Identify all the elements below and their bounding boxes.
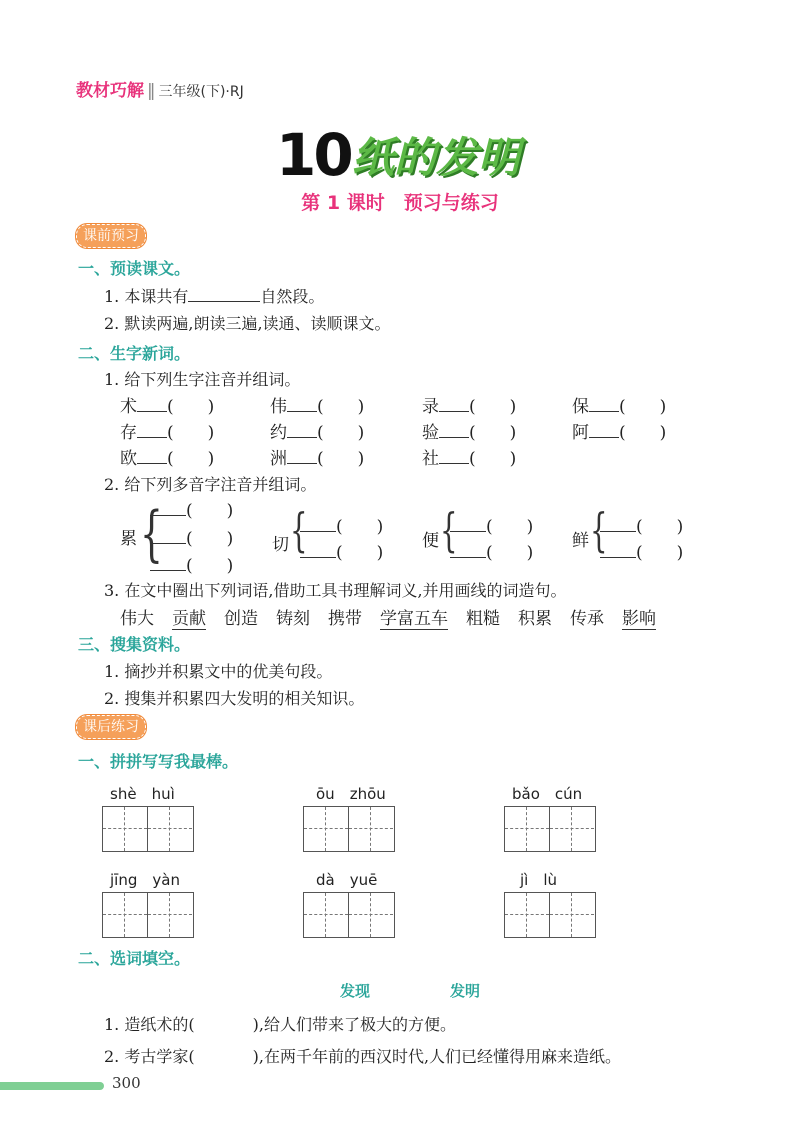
- answer-blank[interactable]: [137, 451, 167, 464]
- section-title: 一、预读课文。: [78, 259, 191, 278]
- poly-blank[interactable]: ( ): [600, 538, 683, 563]
- question-line: 2. 默读两遍,朗读三遍,读通、读顺课文。: [104, 314, 391, 333]
- pinyin-label: ōu zhōu: [316, 785, 386, 803]
- question-line: 2. 考古学家( ),在两千年前的西汉时代,人们已经懂得用麻来造纸。: [104, 1047, 622, 1066]
- writing-grid[interactable]: [504, 806, 596, 852]
- pinyin-label: dà yuē: [316, 871, 378, 889]
- char: 保: [572, 397, 589, 417]
- section-title: 三、搜集资料。: [78, 635, 191, 654]
- char-item: 阿 ( ): [572, 423, 667, 443]
- pinyin-label: bǎo cún: [512, 785, 583, 803]
- answer-blank[interactable]: [287, 425, 317, 438]
- poly-blank[interactable]: ( ): [150, 551, 233, 576]
- question-line: 2. 搜集并积累四大发明的相关知识。: [104, 689, 365, 708]
- poly-blank[interactable]: ( ): [150, 496, 233, 521]
- brace-icon: {: [290, 503, 308, 557]
- word-underlined: 贡献: [172, 609, 206, 629]
- poly-blank[interactable]: ( ): [300, 538, 383, 563]
- writing-grid[interactable]: [504, 892, 596, 938]
- char-item: 保 ( ): [572, 397, 667, 417]
- pinyin-label: jì lù: [520, 871, 558, 889]
- char: 伟: [270, 397, 287, 417]
- poly-char: 鲜: [572, 531, 589, 551]
- practice-tag: 课后练习: [76, 715, 146, 739]
- question-line: [104, 284, 324, 307]
- poly-char: 便: [422, 531, 439, 551]
- word-underlined: 学富五车: [380, 609, 448, 629]
- pinyin-label: jīng yàn: [110, 871, 180, 889]
- char-item: 验 ( ): [422, 423, 517, 443]
- char-item: 存 ( ): [120, 423, 215, 443]
- writing-grid[interactable]: [102, 806, 194, 852]
- char: 欧: [120, 449, 137, 469]
- answer-blank[interactable]: [137, 425, 167, 438]
- poly-blank[interactable]: ( ): [450, 512, 533, 537]
- brace-icon: {: [140, 499, 163, 569]
- char-item: 社 ( ): [422, 449, 517, 469]
- char-item: 伟 ( ): [270, 397, 365, 417]
- question-line: 1. 摘抄并积累文中的优美句段。: [104, 662, 333, 681]
- char-item: 约 ( ): [270, 423, 365, 443]
- question-line: 1. 给下列生字注音并组词。: [104, 370, 301, 389]
- section-title: 二、选词填空。: [78, 949, 191, 968]
- question-text: 自然段。: [260, 287, 325, 306]
- char-item: 术 ( ): [120, 397, 215, 417]
- question-line: 1. 造纸术的( ),给人们带来了极大的方便。: [104, 1015, 456, 1034]
- option-word: 发现: [340, 982, 371, 1000]
- question-line: 3. 在文中圈出下列词语,借助工具书理解词义,并用画线的词造句。: [104, 581, 567, 600]
- char: 约: [270, 423, 287, 443]
- char-item: 录 ( ): [422, 397, 517, 417]
- word: 积累: [518, 609, 552, 629]
- pinyin-label: shè huì: [110, 785, 175, 803]
- char: 录: [422, 397, 439, 417]
- section-title: 二、生字新词。: [78, 344, 191, 363]
- word-underlined: 影响: [622, 609, 656, 629]
- question-text: 1. 本课共有: [104, 287, 189, 306]
- char-item: 洲 ( ): [270, 449, 365, 469]
- brace-icon: {: [440, 503, 458, 557]
- running-header: [76, 76, 244, 101]
- char: 阿: [572, 423, 589, 443]
- word: 铸刻: [276, 609, 310, 629]
- page-number: 300: [112, 1074, 141, 1092]
- lesson-subtitle: 第 1 课时 预习与练习: [301, 192, 499, 214]
- char: 术: [120, 397, 137, 417]
- answer-blank[interactable]: [287, 399, 317, 412]
- lesson-number: 10: [276, 121, 351, 189]
- writing-grid[interactable]: [303, 892, 395, 938]
- answer-blank[interactable]: [439, 399, 469, 412]
- answer-blank[interactable]: [188, 287, 260, 302]
- poly-blank[interactable]: ( ): [600, 512, 683, 537]
- brace-icon: {: [590, 503, 608, 557]
- word: 携带: [328, 609, 362, 629]
- question-line: 2. 给下列多音字注音并组词。: [104, 475, 317, 494]
- footer-bar: [0, 1082, 104, 1090]
- preview-tag: 课前预习: [76, 224, 146, 248]
- word: 粗糙: [466, 609, 500, 629]
- word-list: [120, 604, 674, 629]
- char: 社: [422, 449, 439, 469]
- header-separator: ‖: [147, 81, 156, 101]
- answer-blank[interactable]: [287, 451, 317, 464]
- answer-blank[interactable]: [439, 451, 469, 464]
- answer-blank[interactable]: [439, 425, 469, 438]
- answer-blank[interactable]: [589, 399, 619, 412]
- char-item: 欧 ( ): [120, 449, 215, 469]
- answer-blank[interactable]: [589, 425, 619, 438]
- poly-blank[interactable]: ( ): [150, 524, 233, 549]
- grade-label: 三年级(下)·RJ: [158, 84, 244, 100]
- word: 伟大: [120, 609, 154, 629]
- poly-blank[interactable]: ( ): [450, 538, 533, 563]
- option-word: 发明: [450, 982, 481, 1000]
- writing-grid[interactable]: [303, 806, 395, 852]
- writing-grid[interactable]: [102, 892, 194, 938]
- poly-char: 累: [120, 529, 137, 549]
- char: 存: [120, 423, 137, 443]
- lesson-title: 纸的发明: [352, 133, 521, 182]
- word: 传承: [570, 609, 604, 629]
- char: 验: [422, 423, 439, 443]
- book-brand: 教材巧解: [76, 81, 144, 101]
- answer-blank[interactable]: [137, 399, 167, 412]
- word: 创造: [224, 609, 258, 629]
- char: 洲: [270, 449, 287, 469]
- section-title: 一、拼拼写写我最棒。: [78, 752, 239, 771]
- poly-char: 切: [272, 535, 289, 555]
- poly-blank[interactable]: ( ): [300, 512, 383, 537]
